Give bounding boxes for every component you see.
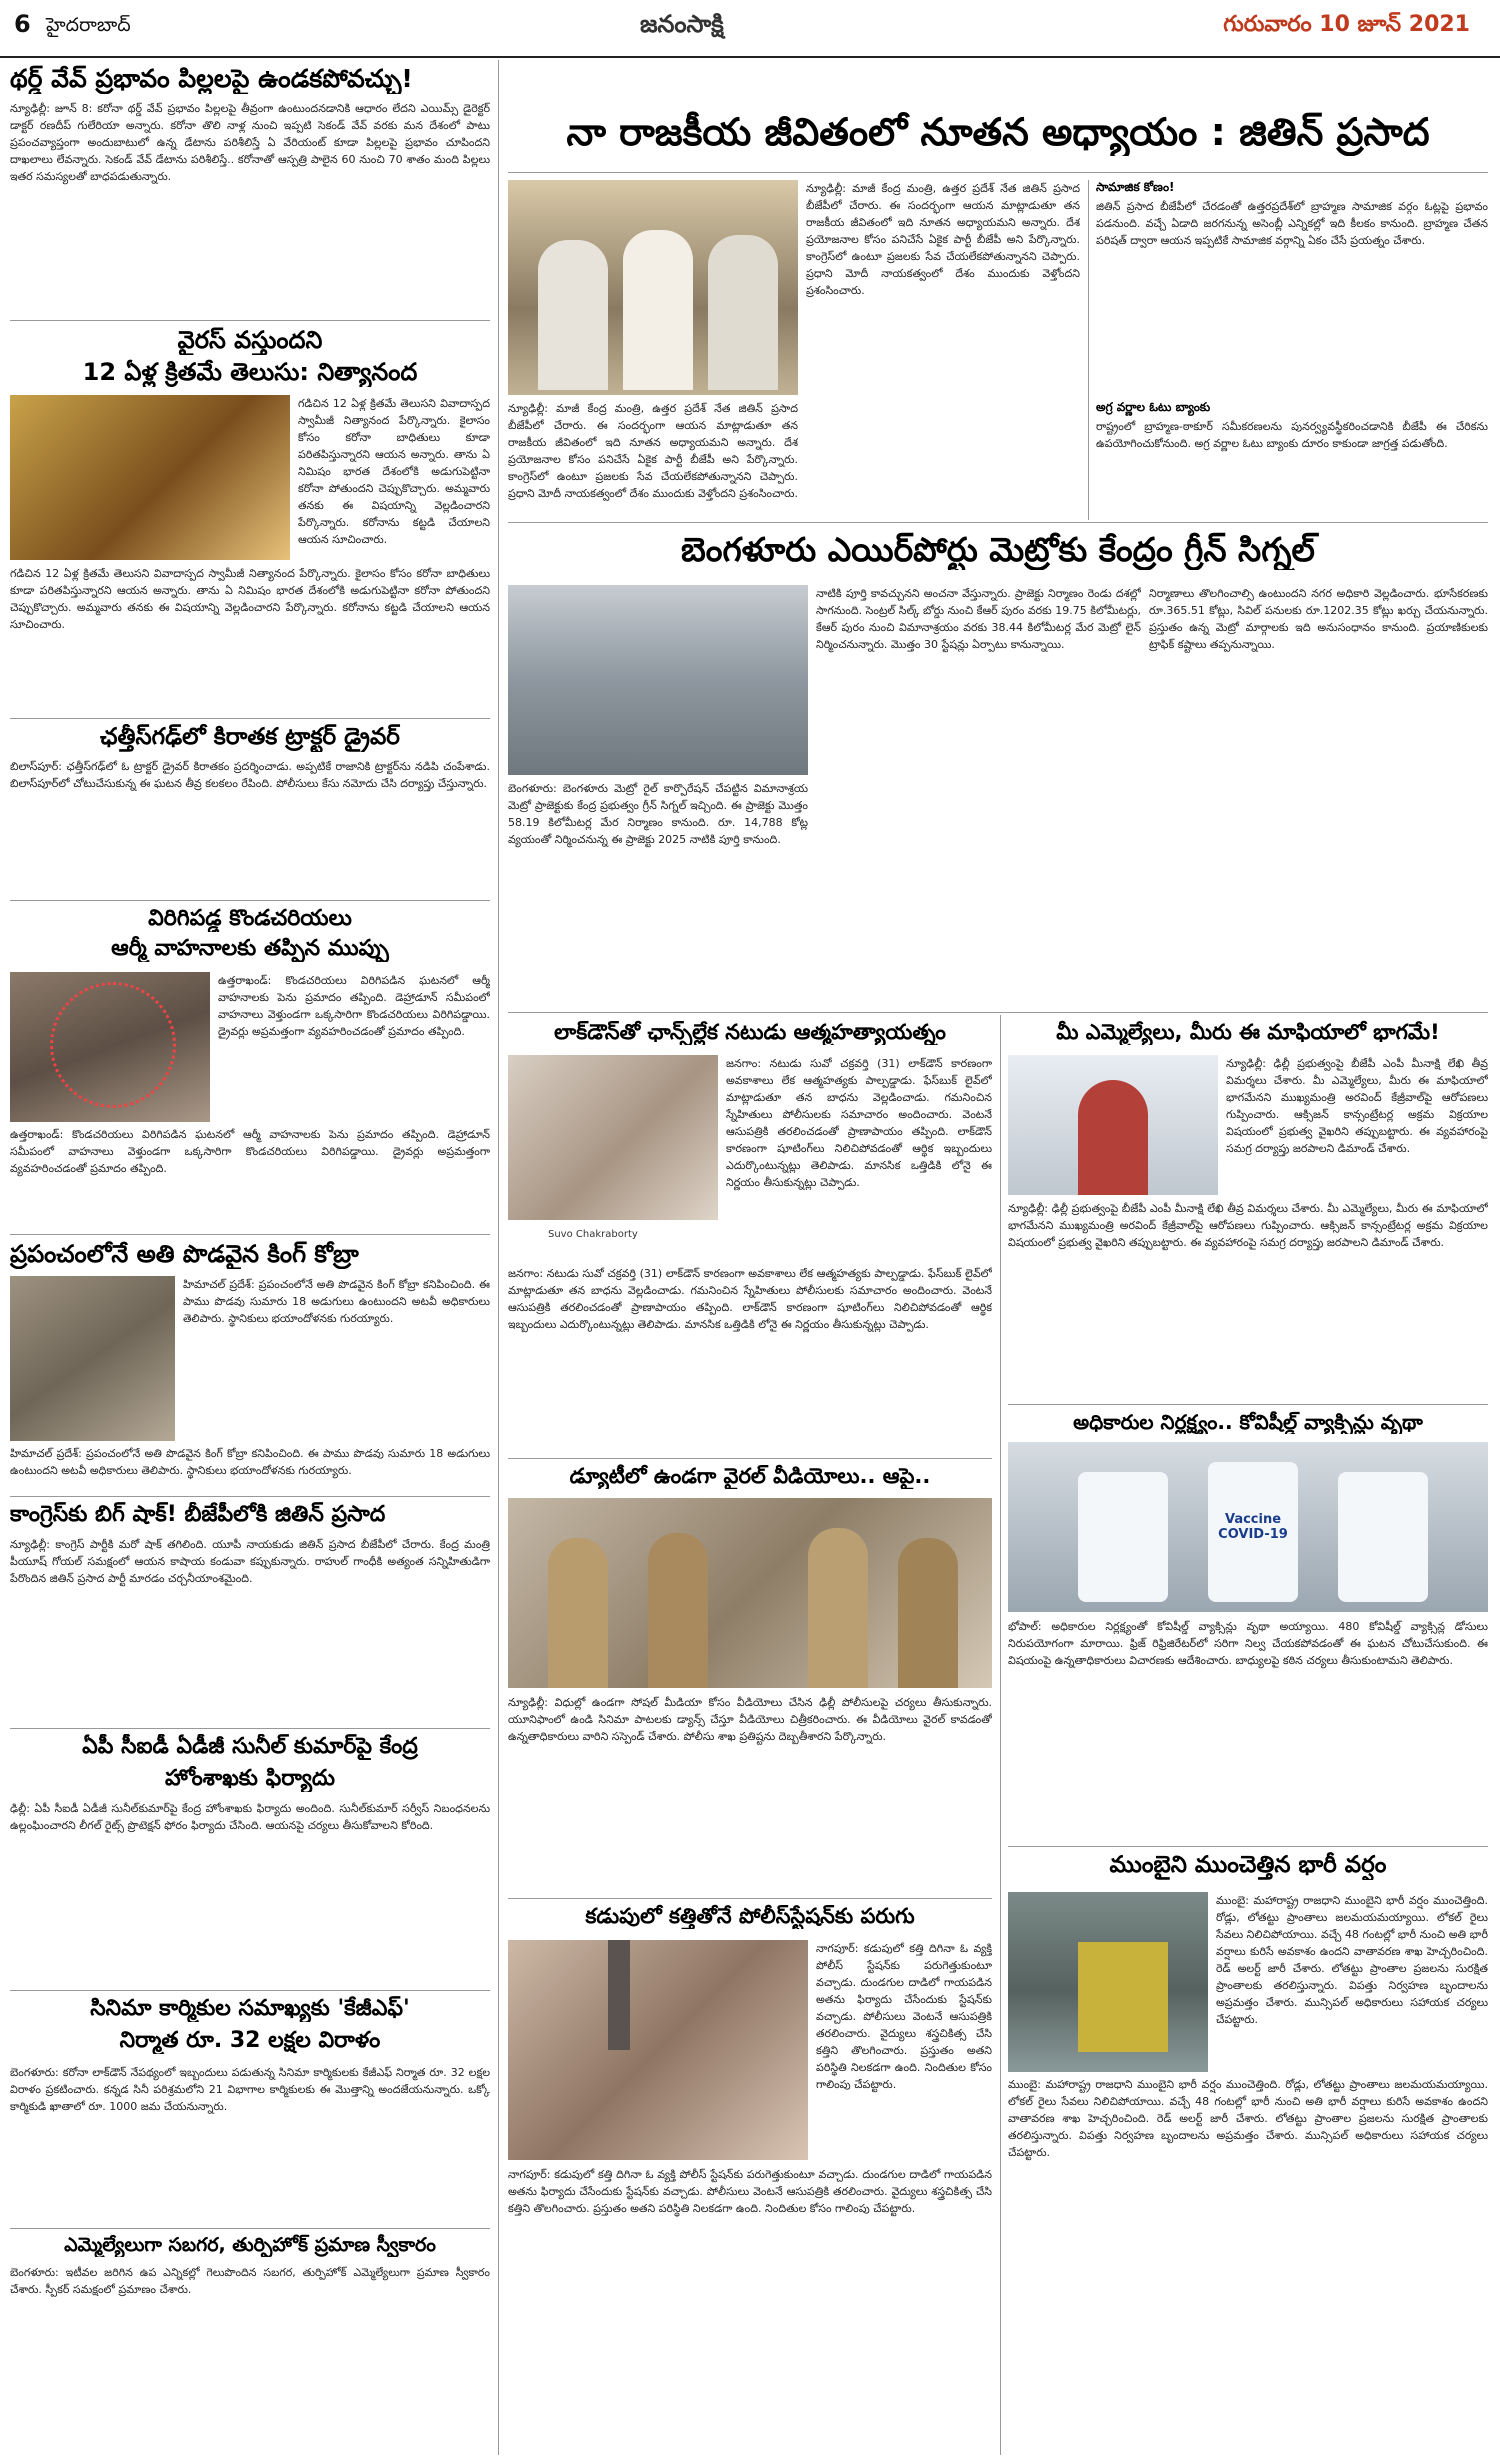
headline-kgf-2: నిర్మాత రూ. 32 లక్షల విరాళం xyxy=(119,2028,381,2053)
figure xyxy=(708,235,778,390)
article-main-col3b: రాష్ట్రంలో బ్రాహ్మణ-ఠాకూర్ సమీకరణలను పునర్వ్యవస్థీకరించడానికి బీజేపీ ఈ చేరికను ఉపయోగించుకోనుంది. అగ్ర వర్ణాల ఓటు బ్యాంకు దూరం కాకుండా జాగ్రత్త పడుతోంది. xyxy=(1096,420,1488,451)
article-mla-mafia-side: న్యూఢిల్లీ: ఢిల్లీ ప్రభుత్వంపై బీజేపీ ఎంపీ మీనాక్షి లేఖి తీవ్ర విమర్శలు చేశారు. మీ ఎమ్మెల్యేలు, మీరు ఈ మాఫియాలో భాగమేనని ముఖ్యమంత్రి అరవింద్ కేజ్రీవాల్‌పై ఆరోపణలు గుప్పించారు. ఆక్సిజన్ కాన్సంట్రేటర్ల అక్రమ విక్రయాల విషయంలో ప్రభుత్వ వైఖరిని తప్పుబట్టారు. ఈ వ్యవహారంపై సమగ్ర దర్యాప్తు జరపాలని డిమాండ్ చేశారు. xyxy=(1226,1057,1488,1156)
article-kgf: బెంగళూరు: కరోనా లాక్‌డౌన్ నేపథ్యంలో ఇబ్బందులు పడుతున్న సినిమా కార్మికులకు కేజీఎఫ్ నిర్మాత రూ. 32 లక్షల విరాళం ప్రకటించారు. కన్నడ సినీ పరిశ్రమలోని 21 విభాగాల కార్మికులకు ఈ మొత్తాన్ని అందజేయనున్నారు. ఒక్కో కార్మికుడి ఖాతాలో రూ. 1000 జమ చేయనున్నారు. xyxy=(10,2066,490,2114)
article-lockdown: జనగాం: నటుడు సువో చక్రవర్తి (31) లాక్‌డౌన్ కారణంగా అవకాశాలు లేక ఆత్మహత్యకు పాల్పడ్డాడు. ఫేస్‌బుక్ లైవ్‌లో మాట్లాడుతూ తన బాధను వెల్లడించాడు. గమనించిన స్నేహితులు పోలీసులకు సమాచారం అందించారు. వెంటనే ఆసుపత్రికి తరలించడంతో ప్రాణాపాయం తప్పింది. లాక్‌డౌన్ కారణంగా షూటింగ్‌లు నిలిచిపోవడంతో ఆర్థిక ఇబ్బందులు ఎదుర్కొంటున్నట్లు తెలిపాడు. మానసిక ఒత్తిడికి లోనై ఈ నిర్ణయం తీసుకున్నట్లు చెప్పాడు. xyxy=(508,1267,992,1332)
actor-caption: Suvo Chakraborty xyxy=(548,1229,638,1240)
headline-mla-oath: ఎమ్మెల్యేలుగా సబగర, తుర్పిహోక్ ప్రమాణ స్వీకారం xyxy=(64,2234,436,2256)
article-metro: బెంగళూరు: బెంగళూరు మెట్రో రైల్ కార్పొరేషన్ చేపట్టిన విమానాశ్రయ మెట్రో ప్రాజెక్టుకు కేంద్ర ప్రభుత్వం గ్రీన్ సిగ్నల్ ఇచ్చింది. ఈ ప్రాజెక్టు మొత్తం 58.19 కిలోమీటర్ల మేర నిర్మాణం కానుంది. రూ. 14,788 కోట్ల వ్యయంతో నిర్మించనున్న ఈ ప్రాజెక్టు 2025 నాటికి పూర్తి కానుంది. xyxy=(508,782,808,847)
nithyananda-photo xyxy=(10,395,290,560)
headline-kgf-1: సినిమా కార్మికుల సమాఖ్యకు 'కేజీఎఫ్' xyxy=(90,1996,410,2021)
page-number: 6 xyxy=(14,10,31,38)
divider xyxy=(508,1458,992,1459)
article-mla-oath: బెంగళూరు: ఇటీవల జరిగిన ఉప ఎన్నికల్లో గెలుపొందిన సబగర, తుర్పిహోక్ ఎమ్మెల్యేలుగా ప్రమాణ స్వీకారం చేశారు. స్పీకర్ సమక్షంలో ప్రమాణం చేశారు. xyxy=(10,2266,490,2297)
headline-landslide-1: విరిగిపడ్డ కొండచరియలు xyxy=(148,906,352,931)
airport-photo xyxy=(508,585,808,775)
highlight-circle xyxy=(50,982,176,1108)
article-main-caption: న్యూఢిల్లీ: మాజీ కేంద్ర మంత్రి, ఉత్తర ప్రదేశ్ నేత జితిన్ ప్రసాద బీజేపీలో చేరారు. ఈ సందర్భంగా ఆయన మాట్లాడుతూ తన రాజకీయ జీవితంలో ఇది నూతన అధ్యాయమని అన్నారు. దేశ ప్రయోజనాల కోసం పనిచేసే ఏకైక పార్టీ బీజేపీ అని పేర్కొన్నారు. కాంగ్రెస్‌లో ఉంటూ ప్రజలకు సేవ చేయలేకపోతున్నానని చెప్పారు. ప్రధాని మోదీ నాయకత్వంలో దేశం ముందుకు వెళ్తోందని ప్రశంసించారు. xyxy=(508,402,798,501)
article-metro-col3: నిర్మాణాలు తొలగించాల్సి ఉంటుందని నగర అధికారి వెల్లడించారు. భూసేకరణకు రూ.365.51 కోట్లు, సివిల్ పనులకు రూ.1202.35 కోట్లు ఖర్చు చేయనున్నారు. ప్రస్తుతం ఉన్న మెట్రో మార్గాలకు ఇది అనుసంధానం కానుంది. ప్రయాణికులకు ట్రాఫిక్ కష్టాలు తప్పనున్నాయి. xyxy=(1149,587,1488,652)
figure xyxy=(623,230,693,390)
column-rule xyxy=(1088,180,1089,520)
article-knife-side: నాగపూర్: కడుపులో కత్తి దిగినా ఓ వ్యక్తి పోలీస్ స్టేషన్‌కు పరుగెత్తుకుంటూ వచ్చాడు. దుండగుల దాడిలో గాయపడిన అతను ఫిర్యాదు చేసేందుకు స్టేషన్‌కు వచ్చాడు. పోలీసులు వెంటనే ఆసుపత్రికి తరలించారు. వైద్యులు శస్త్రచికిత్స చేసి కత్తిని తొలగించారు. ప్రస్తుతం అతని పరిస్థితి నిలకడగా ఉంది. నిందితుల కోసం గాలింపు చేపట్టారు. xyxy=(816,1942,992,2092)
headline-cid-2: హోంశాఖకు ఫిర్యాదు xyxy=(164,1766,336,1791)
article-third-wave: న్యూఢిల్లీ: జూన్ 8: కరోనా థర్డ్ వేవ్ ప్రభావం పిల్లలపై తీవ్రంగా ఉంటుందనడానికి ఆధారం లేదని ఎయిమ్స్ డైరెక్టర్ డాక్టర్ రణదీప్ గులేరియా అన్నారు. కరోనా తొలి నాళ్ల నుంచి ఇప్పటి సెకండ్ వేవ్ వరకు మన దేశంలో పాటు ప్రపంచవ్యాప్తంగా అందుబాటులో ఉన్న డేటాను పరిశీలిస్తే ఏ వేరియంట్ కూడా పిల్లలపై ప్రభావం చూపిందని దాఖలాలు లేవన్నారు. సెకండ్ వేవ్ డేటాను పరిశీలిస్తే.. కరోనాతో ఆస్పత్రి పాలైన 60 నుంచి 70 శాతం మంది పిల్లలు ఇతర సమస్యలతో బాధపడుతున్నారు. xyxy=(10,102,490,184)
vial-label: Vaccine COVID-19 xyxy=(1208,1462,1298,1602)
headline-third-wave: థర్డ్ వేవ్ ప్రభావం పిల్లలపై ఉండకపోవచ్చు! xyxy=(10,64,413,93)
newspaper-logo: జనంసాక్షి xyxy=(640,10,724,38)
article-mumbai-side: ముంబై: మహారాష్ట్ర రాజధాని ముంబైని భారీ వర్షం ముంచెత్తింది. రోడ్లు, లోతట్టు ప్రాంతాలు జలమయమయ్యాయి. లోకల్ రైలు సేవలు నిలిచిపోయాయి. వచ్చే 48 గంటల్లో భారీ నుంచి అతి భారీ వర్షాలు కురిసే అవకాశం ఉందని వాతావరణ శాఖ హెచ్చరించింది. రెడ్ అలర్ట్ జారీ చేశారు. లోతట్టు ప్రాంతాల ప్రజలను సురక్షిత ప్రాంతాలకు తరలిస్తున్నారు. విపత్తు నిర్వహణ బృందాలను అప్రమత్తం చేశారు. మున్సిపల్ అధికారులు సహాయక చర్యలు చేపట్టారు. xyxy=(1216,1894,1488,2027)
divider xyxy=(508,522,1488,523)
figure xyxy=(898,1538,958,1688)
headline-tractor: ఛత్తీస్‌గఢ్‌లో కిరాతక ట్రాక్టర్ డ్రైవర్ xyxy=(100,724,400,750)
issue-date: గురువారం 10 జూన్ 2021 xyxy=(1223,12,1470,37)
subhead-social: సామాజిక కోణం! xyxy=(1096,180,1175,194)
divider xyxy=(1008,1404,1488,1405)
vial xyxy=(1338,1472,1428,1602)
headline-landslide-2: ఆర్మీ వాహనాలకు తప్పిన ముప్పు xyxy=(111,936,389,961)
article-landslide-side: ఉత్తరాఖండ్: కొండచరియలు విరిగిపడిన ఘటనలో ఆర్మీ వాహనాలకు పెను ప్రమాదం తప్పింది. డెహ్రాడూన్ సమీపంలో వాహనాలు వెళ్తుండగా ఒక్కసారిగా కొండచరియలు విరిగిపడ్డాయి. డ్రైవర్లు అప్రమత్తంగా వ్యవహరించడంతో ప్రమాదం తప్పింది. xyxy=(218,974,490,1039)
divider xyxy=(508,1012,1488,1013)
divider xyxy=(10,1990,490,1991)
article-congress-shock: న్యూఢిల్లీ: కాంగ్రెస్ పార్టీకి మరో షాక్ తగిలింది. యూపీ నాయకుడు జితిన్ ప్రసాద బీజేపీలో చేరారు. కేంద్ర మంత్రి పీయూష్ గోయల్ సమక్షంలో ఆయన కాషాయ కండువా కప్పుకున్నారు. రాహుల్ గాంధీకి అత్యంత సన్నిహితుడిగా పేరొందిన జితిన్ ప్రసాద పార్టీ మారడం చర్చనీయాంశమైంది. xyxy=(10,1538,490,1586)
column-rule xyxy=(498,60,499,2455)
headline-main: నా రాజకీయ జీవితంలో నూతన అధ్యాయం : జితిన్ ప్రసాద xyxy=(566,110,1430,154)
rain-photo xyxy=(1008,1892,1208,2072)
divider xyxy=(10,1728,490,1729)
king-cobra-photo xyxy=(10,1276,175,1441)
caption-bar xyxy=(508,1220,718,1260)
article-king-cobra: హిమాచల్ ప్రదేశ్: ప్రపంచంలోనే అతి పొడవైన కింగ్ కోబ్రా కనిపించింది. ఈ పాము పొడవు సుమారు 18 అడుగులు ఉంటుందని అటవీ అధికారులు తెలిపారు. స్థానికులు భయాందోళనకు గురయ్యారు. xyxy=(10,1447,490,1478)
article-viral: న్యూఢిల్లీ: విధుల్లో ఉండగా సోషల్ మీడియా కోసం వీడియోలు చేసిన ఢిల్లీ పోలీసులపై చర్యలు తీసుకున్నారు. యూనిఫాంలో ఉండి సినిమా పాటలకు డ్యాన్స్ చేస్తూ వీడియోలు చిత్రీకరించారు. ఈ వీడియోలు వైరల్ కావడంతో ఉన్నతాధికారులు వారిని సస్పెండ్ చేశారు. పోలీసు శాఖ ప్రతిష్టను దెబ్బతీశారని పేర్కొన్నారు. xyxy=(508,1696,992,1744)
headline-viral: డ్యూటీలో ఉండగా వైరల్ వీడియోలు.. ఆపై.. xyxy=(569,1464,931,1488)
article-main-col3: జితిన్ ప్రసాద బీజేపీలో చేరడంతో ఉత్తరప్రదేశ్‌లో బ్రాహ్మణ సామాజిక వర్గం ఓట్లపై ప్రభావం పడనుంది. వచ్చే ఏడాది జరగనున్న అసెంబ్లీ ఎన్నికల్లో ఇది కీలకం కానుంది. బ్రాహ్మణ చేతన పరిషత్ ద్వారా ఆయన ఇప్పటికే సామాజిక వర్గాన్ని ఏకం చేసే ప్రయత్నం చేశారు. xyxy=(1096,200,1488,248)
knife-photo xyxy=(508,1940,808,2160)
divider xyxy=(10,320,490,321)
article-landslide: ఉత్తరాఖండ్: కొండచరియలు విరిగిపడిన ఘటనలో ఆర్మీ వాహనాలకు పెను ప్రమాదం తప్పింది. డెహ్రాడూన్ సమీపంలో వాహనాలు వెళ్తుండగా ఒక్కసారిగా కొండచరియలు విరిగిపడ్డాయి. డ్రైవర్లు అప్రమత్తంగా వ్యవహరించడంతో ప్రమాదం తప్పింది. xyxy=(10,1128,490,1176)
article-vaccine: భోపాల్: అధికారుల నిర్లక్ష్యంతో కోవిషీల్డ్ వ్యాక్సిన్లు వృథా అయ్యాయి. 480 కోవిషీల్డ్ వ్యాక్సిన్ల డోసులు నిరుపయోగంగా మారాయి. ఫ్రిజ్ రిఫ్రిజిరేటర్‌లో సరిగా నిల్వ చేయకపోవడంతో ఈ ఘటన చోటుచేసుకుంది. ఈ విషయంపై ఉన్నతాధికారులు విచారణకు ఆదేశించారు. బాధ్యులపై కఠిన చర్యలు తీసుకుంటామని తెలిపారు. xyxy=(1008,1620,1488,1668)
headline-congress-shock: కాంగ్రెస్‌కు బిగ్ షాక్! బీజేపీలోకి జితిన్ ప్రసాద xyxy=(10,1502,386,1527)
edition-city: హైదరాబాద్ xyxy=(46,14,131,36)
landslide-photo xyxy=(10,972,210,1122)
vaccine-photo xyxy=(1008,1442,1488,1612)
divider xyxy=(1008,1846,1488,1847)
divider xyxy=(508,1898,992,1899)
article-lockdown-side: జనగాం: నటుడు సువో చక్రవర్తి (31) లాక్‌డౌన్ కారణంగా అవకాశాలు లేక ఆత్మహత్యకు పాల్పడ్డాడు. ఫేస్‌బుక్ లైవ్‌లో మాట్లాడుతూ తన బాధను వెల్లడించాడు. గమనించిన స్నేహితులు పోలీసులకు సమాచారం అందించారు. వెంటనే ఆసుపత్రికి తరలించడంతో ప్రాణాపాయం తప్పింది. లాక్‌డౌన్ కారణంగా షూటింగ్‌లు నిలిచిపోవడంతో ఆర్థిక ఇబ్బందులు ఎదుర్కొంటున్నట్లు తెలిపాడు. మానసిక ఒత్తిడికి లోనై ఈ నిర్ణయం తీసుకున్నట్లు చెప్పాడు. xyxy=(726,1057,992,1190)
headline-cid-1: ఏపీ సీఐడీ ఏడీజీ సునీల్ కుమార్‌పై కేంద్ర xyxy=(82,1734,418,1759)
divider xyxy=(10,900,490,901)
actor-photo xyxy=(508,1055,718,1260)
article-mumbai: ముంబై: మహారాష్ట్ర రాజధాని ముంబైని భారీ వర్షం ముంచెత్తింది. రోడ్లు, లోతట్టు ప్రాంతాలు జలమయమయ్యాయి. లోకల్ రైలు సేవలు నిలిచిపోయాయి. వచ్చే 48 గంటల్లో భారీ నుంచి అతి భారీ వర్షాలు కురిసే అవకాశం ఉందని వాతావరణ శాఖ హెచ్చరించింది. రెడ్ అలర్ట్ జారీ చేశారు. లోతట్టు ప్రాంతాల ప్రజలను సురక్షిత ప్రాంతాలకు తరలిస్తున్నారు. విపత్తు నిర్వహణ బృందాలను అప్రమత్తం చేశారు. మున్సిపల్ అధికారులు సహాయక చర్యలు చేపట్టారు. xyxy=(1008,2078,1488,2160)
knife-handle xyxy=(608,1940,630,2050)
train xyxy=(1078,1942,1168,2052)
headline-metro: బెంగళూరు ఎయిర్‌పోర్టు మెట్రోకు కేంద్రం గ్రీన్ సిగ్నల్ xyxy=(681,530,1315,569)
mp-photo xyxy=(1008,1055,1218,1195)
divider xyxy=(10,718,490,719)
article-tractor: బిలాస్‌పూర్: ఛత్తీస్‌గఢ్‌లో ఓ ట్రాక్టర్ డ్రైవర్ కిరాతకం ప్రదర్శించాడు. అప్పటికే రాజానికి ట్రాక్టర్‌ను నడిపి చంపేశాడు. బిలాస్‌పూర్‌లో చోటుచేసుకున్న ఈ ఘటన తీవ్ర కలకలం రేపింది. పోలీసులు కేసు నమోదు చేసి దర్యాప్తు చేస్తున్నారు. xyxy=(10,760,490,791)
divider xyxy=(10,1234,490,1235)
article-nithyananda: గడిచిన 12 ఏళ్ల క్రితమే తెలుసని వివాదాస్పద స్వామీజీ నిత్యానంద పేర్కొన్నారు. కైలాసం కోసం కరోనా బాధితులు కూడా పరితపిస్తున్నారని ఆయన అన్నారు. తాను ఏ నిమిషం భారత దేశంలోకి అడుగుపెట్టినా కరోనా పోతుందని చెప్పుకొచ్చారు. అమ్మవారు తనకు ఈ విషయాన్ని వెల్లడించారని పేర్కొన్నారు. కరోనాను కట్టడి చేయాలని ఆయన సూచించారు. xyxy=(10,567,490,632)
article-mla-mafia: న్యూఢిల్లీ: ఢిల్లీ ప్రభుత్వంపై బీజేపీ ఎంపీ మీనాక్షి లేఖి తీవ్ర విమర్శలు చేశారు. మీ ఎమ్మెల్యేలు, మీరు ఈ మాఫియాలో భాగమేనని ముఖ్యమంత్రి అరవింద్ కేజ్రీవాల్‌పై ఆరోపణలు గుప్పించారు. ఆక్సిజన్ కాన్సంట్రేటర్ల అక్రమ విక్రయాల విషయంలో ప్రభుత్వ వైఖరిని తప్పుబట్టారు. ఈ వ్యవహారంపై సమగ్ర దర్యాప్తు జరపాలని డిమాండ్ చేశారు. xyxy=(1008,1202,1488,1250)
article-knife: నాగపూర్: కడుపులో కత్తి దిగినా ఓ వ్యక్తి పోలీస్ స్టేషన్‌కు పరుగెత్తుకుంటూ వచ్చాడు. దుండగుల దాడిలో గాయపడిన అతను ఫిర్యాదు చేసేందుకు స్టేషన్‌కు వచ్చాడు. పోలీసులు వెంటనే ఆసుపత్రికి తరలించారు. వైద్యులు శస్త్రచికిత్స చేసి కత్తిని తొలగించారు. ప్రస్తుతం అతని పరిస్థితి నిలకడగా ఉంది. నిందితుల కోసం గాలింపు చేపట్టారు. xyxy=(508,2168,992,2216)
article-nithyananda-side: గడిచిన 12 ఏళ్ల క్రితమే తెలుసని వివాదాస్పద స్వామీజీ నిత్యానంద పేర్కొన్నారు. కైలాసం కోసం కరోనా బాధితులు కూడా పరితపిస్తున్నారని ఆయన అన్నారు. తాను ఏ నిమిషం భారత దేశంలోకి అడుగుపెట్టినా కరోనా పోతుందని చెప్పుకొచ్చారు. అమ్మవారు తనకు ఈ విషయాన్ని వెల్లడించారని పేర్కొన్నారు. కరోనాను కట్టడి చేయాలని ఆయన సూచించారు. xyxy=(298,397,490,547)
masthead xyxy=(0,0,1500,58)
subhead-vote-bank: అగ్ర వర్ణాల ఓటు బ్యాంకు xyxy=(1096,400,1211,414)
headline-nithyananda-2: 12 ఏళ్ల క్రితమే తెలుసు: నిత్యానంద xyxy=(82,358,418,386)
headline-lockdown: లాక్‌డౌన్‌తో ఛాన్స్‌ల్లేక నటుడు ఆత్మహత్యాయత్నం xyxy=(554,1020,946,1044)
divider xyxy=(10,2228,490,2229)
article-cid: ఢిల్లీ: ఏపీ సీఐడీ ఏడీజీ సునీల్‌కుమార్‌పై కేంద్ర హోంశాఖకు ఫిర్యాదు అందింది. సునీల్‌కుమార్ సర్వీస్ నిబంధనలను ఉల్లంఘించారని లీగల్ రైట్స్ ప్రొటెక్షన్ ఫోరం ఫిర్యాదు చేసింది. ఆయనపై చర్యలు తీసుకోవాలని కోరింది. xyxy=(10,1802,490,1833)
article-main-col2: న్యూఢిల్లీ: మాజీ కేంద్ర మంత్రి, ఉత్తర ప్రదేశ్ నేత జితిన్ ప్రసాద బీజేపీలో చేరారు. ఈ సందర్భంగా ఆయన మాట్లాడుతూ తన రాజకీయ జీవితంలో ఇది నూతన అధ్యాయమని అన్నారు. దేశ ప్రయోజనాల కోసం పనిచేసే ఏకైక పార్టీ బీజేపీ అని పేర్కొన్నారు. కాంగ్రెస్‌లో ఉంటూ ప్రజలకు సేవ చేయలేకపోతున్నానని చెప్పారు. ప్రధాని మోదీ నాయకత్వంలో దేశం ముందుకు వెళ్తోందని ప్రశంసించారు. xyxy=(806,182,1080,298)
divider xyxy=(10,1496,490,1497)
article-king-cobra-side: హిమాచల్ ప్రదేశ్: ప్రపంచంలోనే అతి పొడవైన కింగ్ కోబ్రా కనిపించింది. ఈ పాము పొడవు సుమారు 18 అడుగులు ఉంటుందని అటవీ అధికారులు తెలిపారు. స్థానికులు భయాందోళనకు గురయ్యారు. xyxy=(183,1278,490,1326)
viral-video-photo xyxy=(508,1498,992,1688)
figure xyxy=(548,1538,608,1688)
column-rule xyxy=(1000,1015,1001,2455)
figure xyxy=(538,240,608,390)
headline-mla-mafia: మీ ఎమ్మెల్యేలు, మీరు ఈ మాఫియాలో భాగమే! xyxy=(1056,1020,1440,1044)
vial xyxy=(1078,1472,1168,1602)
divider xyxy=(508,172,1488,173)
jitin-prasada-photo xyxy=(508,180,798,395)
figure xyxy=(1078,1080,1148,1195)
figure xyxy=(808,1528,868,1688)
headline-king-cobra: ప్రపంచంలోనే అతి పొడవైన కింగ్ కోబ్రా xyxy=(10,1240,359,1268)
headline-knife: కడుపులో కత్తితోనే పోలీస్‌స్టేషన్‌కు పరుగు xyxy=(585,1904,915,1928)
headline-mumbai: ముంబైని ముంచెత్తిన భారీ వర్షం xyxy=(1109,1852,1387,1878)
headline-vaccine: అధికారుల నిర్లక్ష్యం.. కోవిషీల్డ్ వ్యాక్సిన్లు వృథా xyxy=(1073,1410,1423,1434)
figure xyxy=(648,1533,708,1688)
article-metro-col2: నాటికి పూర్తి కావచ్చునని అంచనా వేస్తున్నారు. ప్రాజెక్టు నిర్మాణం రెండు దశల్లో సాగనుంది. సెంట్రల్ సిల్క్ బోర్డు నుంచి కేఆర్ పురం వరకు 19.75 కిలోమీటర్లు, కేఆర్ పురం నుంచి విమానాశ్రయం వరకు 38.44 కిలోమీటర్ల మేర మెట్రో లైన్ నిర్మించనున్నారు. మొత్తం 30 స్టేషన్లు ఏర్పాటు కానున్నాయి. xyxy=(816,587,1141,652)
headline-nithyananda-1: వైరస్ వస్తుందని xyxy=(177,326,323,354)
